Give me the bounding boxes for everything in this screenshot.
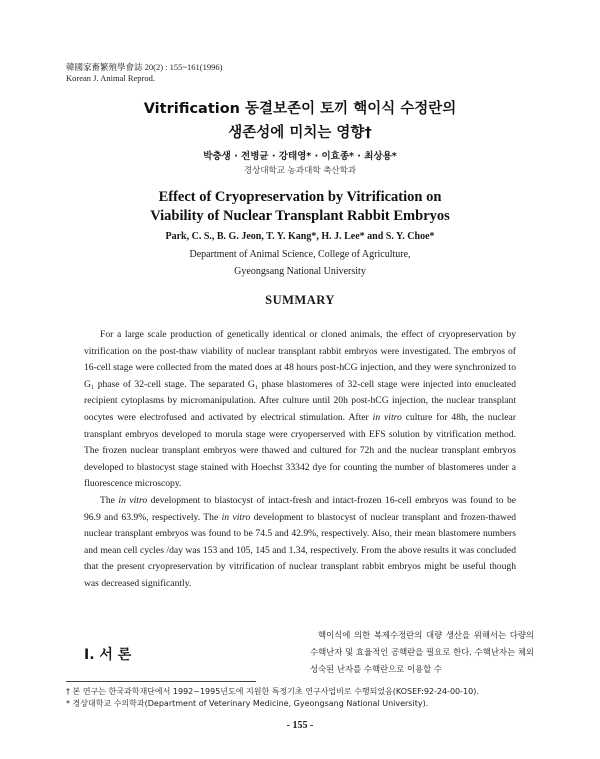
english-title-line1: Effect of Cryopreservation by Vitrification on bbox=[158, 189, 442, 205]
english-title-line2: Viability of Nuclear Transplant Rabbit Embryos bbox=[150, 208, 450, 224]
summary-abstract bbox=[84, 327, 516, 593]
korean-authors: 박충생 · 전병균 · 강태영* · 이효종* · 최상용* bbox=[203, 151, 397, 162]
summary-paragraph-1: For a large scale production of genetically identical or cloned animals, the effect of cryopreservation by vitrification on the post-thaw viability of nuclear transplant rabbit embryos were investigated. The embryos of 16-cell stage were collected from the mated does at 48 hours post-hCG injection, and they were synchronized to G₁ phase of 32-cell stage. The separated G₁ phase blastomeres of 32-cell stage were injected into enucleated recipient cytoplasms by micromanipulation. After culture until 20h post-hCG injection, the nuclear transplant oocytes were electrofused and activated by electrical stimulation. After in vitro culture for 48h, the nuclear transplant embryos developed to morula stage were cryoperserved with EFS solution by vitrification method. The frozen nuclear transplant embryos were thawed and cultured for 72h and the nuclear transplant embryos developed to blastocyst stage stained with Hoechst 33342 dye for counting the number of blastomeres under a fluorescence microscopy. bbox=[84, 329, 516, 490]
summary-paragraph-2: The in vitro development to blastocyst of intact-fresh and intact-frozen 16-cell embryos was found to be 96.9 and 63.9%, respectively. The in vitro development to blastocyst of nuclear transplant and frozen-thawed nuclear transplant embryos was found to be 74.5 and 42.9%, respectively. Also, their mean blastomere numbers and mean cell cycles /day was 153 and 105, 145 and 1.34, respectively. From the above results it was concluded that the present cryopreservation by vitrification of nuclear transplant rabbit embryos might be useful though was decreased significantly. bbox=[84, 494, 517, 589]
journal-citation bbox=[66, 62, 222, 84]
footnote-divider bbox=[66, 681, 256, 682]
summary-heading: SUMMARY bbox=[265, 293, 335, 307]
section-heading-introduction: I. 서 론 bbox=[84, 647, 132, 663]
footnote-affiliation: * 경상대학교 수의학과(Department of Veterinary Medicine, Gyeongsang National University). bbox=[66, 699, 429, 708]
journal-citation-line1: 韓國家畜繁殖學會誌 20(2) : 155~161(1996) bbox=[66, 62, 223, 72]
english-affiliation-line2: Gyeongsang National University bbox=[234, 266, 366, 277]
introduction-paragraph: 핵이식에 의한 복제수정란의 대량 생산을 위해서는 다량의 수핵난자 및 효율적인 공핵란을 필요로 한다. 수핵난자는 체외성숙된 난자를 수핵란으로 이용할 수 bbox=[310, 630, 534, 674]
introduction-text bbox=[310, 627, 534, 678]
journal-citation-line2: Korean J. Animal Reprod. bbox=[66, 73, 155, 83]
english-affiliation-line1: Department of Animal Science, College of Agriculture, bbox=[189, 249, 411, 260]
korean-title-line2: 생존성에 미치는 영향† bbox=[228, 125, 372, 141]
page-number: - 155 - bbox=[286, 720, 314, 731]
korean-title-line1: Vitrification 동결보존이 토끼 핵이식 수정란의 bbox=[143, 101, 457, 117]
footnotes bbox=[66, 686, 536, 710]
footnote-funding: † 본 연구는 한국과학재단에서 1992~1995년도에 지원한 특정기초 연구사업비로 수행되었음(KOSEF:92-24-00-10). bbox=[66, 687, 479, 696]
korean-affiliation: 경상대학교 농과대학 축산학과 bbox=[243, 166, 357, 176]
english-authors: Park, C. S., B. G. Jeon, T. Y. Kang*, H. J. Lee* and S. Y. Choe* bbox=[165, 231, 435, 242]
